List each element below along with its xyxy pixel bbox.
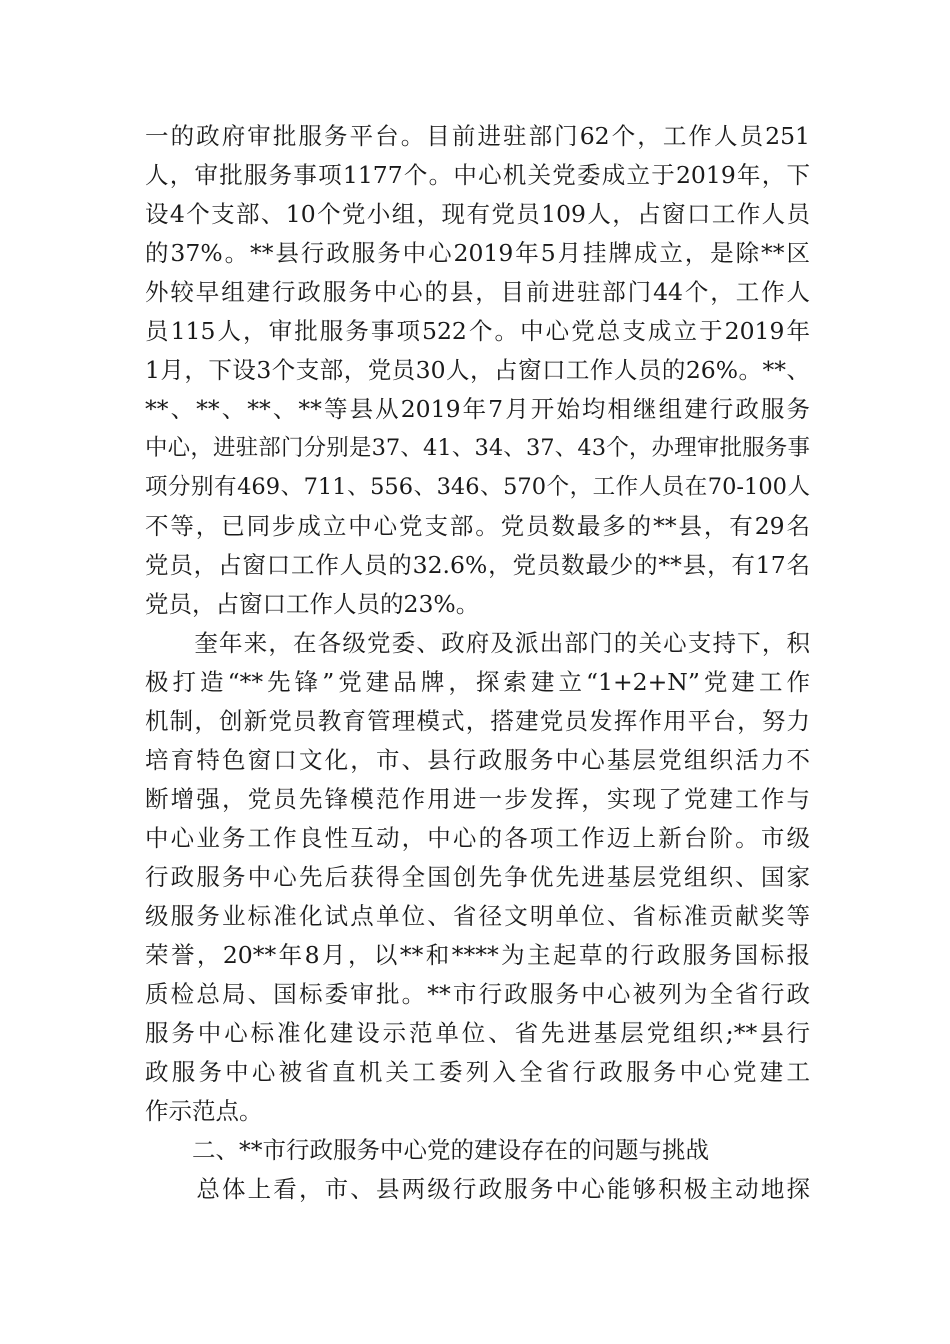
text-line: 中心业务工作良性互动，中心的各项工作迈上新台阶。市级 [145,824,810,852]
text-line: 党员，占窗口工作人员的23%。 [145,590,480,618]
document-body [145,117,810,1209]
text-line: 服务中心标准化建设示范单位、省先进基层党组织;**县行 [145,1019,810,1047]
text-line: 设4个支部、10个党小组，现有党员109人，占窗口工作人员 [145,200,810,228]
text-line: 级服务业标准化试点单位、省径文明单位、省标准贡献奖等 [145,902,810,930]
text-line: 培育特色窗口文化，市、县行政服务中心基层党组织活力不 [145,746,810,774]
text-line: **、**、**、**等县从2019年7月开始均相继组建行政服务 [145,395,810,423]
text-line: 总体上看，市、县两级行政服务中心能够积极主动地探 [145,1175,810,1203]
text-line: 断增强，党员先锋模范作用进一步发挥，实现了党建工作与 [145,785,810,813]
paragraph-p2 [145,624,810,1131]
text-line: 奎年来，在各级党委、政府及派出部门的关心支持下，积 [145,629,810,657]
section-heading [145,1131,810,1170]
text-line: 一的政府审批服务平台。目前进驻部门62个，工作人员251 [145,122,810,150]
heading-line: 二、**市行政服务中心党的建设存在的问题与挑战 [145,1136,709,1164]
text-line: 极打造“**先锋”党建品牌，探索建立“1+2+N”党建工作 [145,668,810,696]
text-line: 人，审批服务事项1177个。中心机关党委成立于2019年，下 [145,161,810,189]
text-line: 荣誉，20**年8月，以**和****为主起草的行政服务国标报 [145,941,810,969]
text-line: 政服务中心被省直机关工委列入全省行政服务中心党建工 [145,1058,810,1086]
text-line: 的37%。**县行政服务中心2019年5月挂牌成立，是除**区 [145,239,810,267]
text-line: 质检总局、国标委审批。**市行政服务中心被列为全省行政 [145,980,810,1008]
paragraph-p3 [145,1170,810,1209]
text-line: 外较早组建行政服务中心的县，目前进驻部门44个，工作人 [145,278,810,306]
text-line: 党员，占窗口工作人员的32.6%，党员数最少的**县，有17名 [145,551,810,579]
paragraph-p1 [145,117,810,624]
text-line: 作示范点。 [145,1097,263,1125]
text-line: 不等，已同步成立中心党支部。党员数最多的**县，有29名 [145,512,810,540]
text-line: 机制，创新党员教育管理模式，搭建党员发挥作用平台，努力 [145,707,810,735]
text-line: 1月，下设3个支部，党员30人，占窗口工作人员的26%。**、 [145,356,810,384]
text-line: 行政服务中心先后获得全国创先争优先进基层党组织、国家 [145,863,810,891]
text-line: 项分别有469、711、556、346、570个，工作人员在70-100人 [145,474,810,500]
text-line: 中心，进驻部门分别是37、41、34、37、43个，办理审批服务事 [145,435,810,461]
text-line: 员115人，审批服务事项522个。中心党总支成立于2019年 [145,317,810,345]
